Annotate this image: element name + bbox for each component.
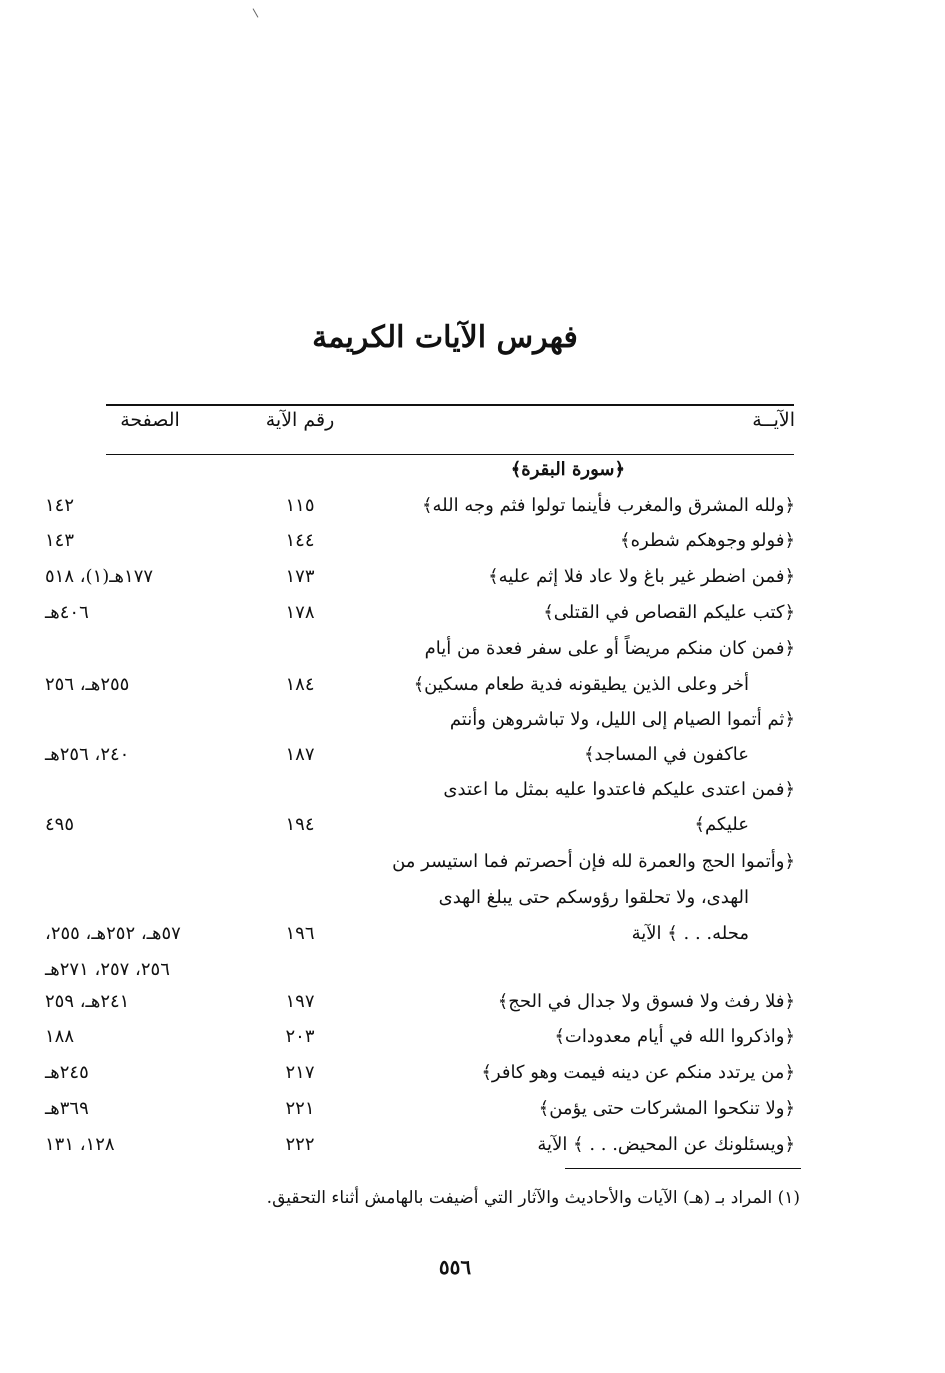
verse-text: محله. . . ﴾ الآية — [631, 923, 749, 944]
verse-text: أخر وعلى الذين يطيقونه فدية طعام مسكين﴾ — [413, 674, 749, 695]
page-references: ٢٤٥هـ — [45, 1062, 89, 1083]
verse-text: ﴿كتب عليكم القصاص في القتلى﴾ — [543, 602, 795, 623]
verse-number: ١٤٤ — [285, 530, 315, 551]
page-title: فهرس الآيات الكريمة — [312, 320, 578, 355]
verse-number: ١٧٨ — [285, 602, 315, 623]
page-references: ٢٤٠، ٢٥٦هـ — [45, 744, 130, 765]
page-references: ٤٠٦هـ — [45, 602, 89, 623]
table-row — [0, 738, 945, 772]
verse-number: ٢٢١ — [285, 1098, 315, 1119]
surah-heading: ﴿سورة البقرة﴾ — [510, 459, 625, 480]
table-row — [0, 632, 945, 666]
table-row — [0, 668, 945, 702]
page-references: ١٤٢ — [45, 495, 75, 516]
verse-text: ﴿فلا رفث ولا فسوق ولا جدال في الحج﴾ — [497, 991, 795, 1012]
verse-text: ﴿فمن اضطر غير باغ ولا عاد فلا إثم عليه﴾ — [488, 566, 795, 587]
verse-text: ﴿ثم أتموا الصيام إلى الليل، ولا تباشروهن وأنتم — [449, 709, 795, 730]
verse-number: ١٧٣ — [285, 566, 315, 587]
verse-text: ﴿ولله المشرق والمغرب فأينما تولوا فثم وجه الله﴾ — [421, 495, 795, 516]
scan-mark — [253, 8, 259, 17]
table-row — [0, 489, 945, 523]
verse-number: ١٩٧ — [285, 991, 315, 1012]
footnote-rule — [565, 1168, 801, 1169]
page-references: ١٨٨ — [45, 1026, 75, 1047]
table-row — [0, 1092, 945, 1126]
page-references: ٢٤١هـ، ٢٥٩ — [45, 991, 130, 1012]
surah-heading-row — [0, 453, 945, 487]
page-references: ٢٥٥هـ، ٢٥٦ — [45, 674, 130, 695]
table-row — [0, 560, 945, 594]
table-row — [0, 953, 945, 987]
column-header-page: الصفحة — [120, 409, 180, 431]
table-row — [0, 773, 945, 807]
table-row — [0, 917, 945, 951]
verse-number: ١٩٦ — [285, 923, 315, 944]
verse-number: ١٨٧ — [285, 744, 315, 765]
column-header-number: رقم الآية — [265, 409, 335, 431]
page-references: ٥٧هـ، ٢٥٢هـ، ٢٥٥، — [45, 923, 181, 944]
column-header-verse: الآيــة — [752, 409, 795, 431]
table-row — [0, 881, 945, 915]
verse-text: الهدى، ولا تحلقوا رؤوسكم حتى يبلغ الهدى — [438, 887, 749, 908]
verse-text: ﴿فولو وجوهكم شطره﴾ — [620, 530, 795, 551]
table-row — [0, 1128, 945, 1162]
verse-text: ﴿واذكروا الله في أيام معدودات﴾ — [554, 1026, 795, 1047]
verse-text: ﴿ويسئلونك عن المحيض. . . ﴾ الآية — [537, 1134, 795, 1155]
verse-text: ﴿من يرتدد منكم عن دينه فيمت وهو كافر﴾ — [481, 1062, 795, 1083]
table-row — [0, 524, 945, 558]
page-references: ٤٩٥ — [45, 814, 75, 835]
page-references: ١٧٧هـ(١)، ٥١٨ — [45, 566, 154, 587]
verse-text: ﴿فمن كان منكم مريضاً أو على سفر فعدة من أيام — [424, 638, 795, 659]
table-row — [0, 808, 945, 842]
page-references: ١٢٨، ١٣١ — [45, 1134, 115, 1155]
verse-text: ﴿ولا تنكحوا المشركات حتى يؤمن﴾ — [538, 1098, 795, 1119]
verse-text: عليكم﴾ — [694, 814, 749, 835]
table-row — [0, 985, 945, 1019]
verse-number: ١٩٤ — [285, 814, 315, 835]
page-references: ٣٦٩هـ — [45, 1098, 89, 1119]
verse-text: ﴿وأتموا الحج والعمرة لله فإن أحصرتم فما استيسر من — [392, 851, 795, 872]
verse-text: عاكفون في المساجد﴾ — [583, 744, 749, 765]
verse-number: ١١٥ — [285, 495, 315, 516]
table-header — [0, 403, 945, 437]
verse-text: ﴿فمن اعتدى عليكم فاعتدوا عليه بمثل ما اعتدى — [443, 779, 795, 800]
verse-number: ٢٠٣ — [285, 1026, 315, 1047]
page-number: ٥٥٦ — [438, 1255, 472, 1279]
footnote: (١) المراد بـ (هـ) الآيات والأحاديث والآثار التي أضيفت بالهامش أثناء التحقيق. — [266, 1188, 800, 1208]
table-row — [0, 1020, 945, 1054]
verse-number: ٢١٧ — [285, 1062, 315, 1083]
table-row — [0, 845, 945, 879]
table-row — [0, 1056, 945, 1090]
page-references: ١٤٣ — [45, 530, 75, 551]
table-row — [0, 703, 945, 737]
page-references: ٢٥٦، ٢٥٧، ٢٧١هـ — [45, 959, 170, 980]
table-row — [0, 596, 945, 630]
verse-number: ٢٢٢ — [285, 1134, 315, 1155]
verse-number: ١٨٤ — [285, 674, 315, 695]
